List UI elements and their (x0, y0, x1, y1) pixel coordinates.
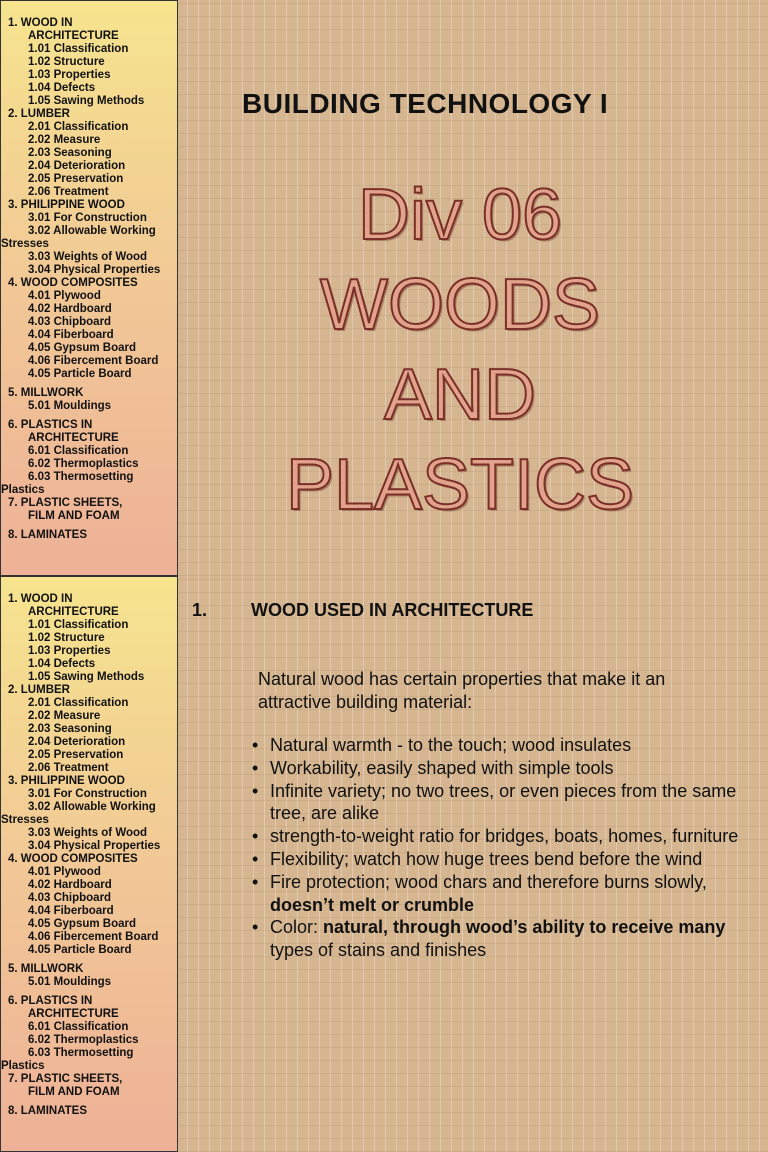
list-item (252, 848, 752, 871)
toc-item: 3.03 Weights of Wood (28, 827, 148, 839)
section-number: 1. (192, 600, 208, 620)
toc-item: 2.06 Treatment (28, 186, 109, 198)
toc-item: 2.03 Seasoning (28, 723, 112, 735)
section-heading: WOOD USED IN ARCHITECTURE (251, 600, 534, 620)
toc-item: 2.05 Preservation (28, 749, 124, 761)
toc-item: 4. WOOD COMPOSITES (8, 853, 138, 865)
toc-item: 3.01 For Construction (28, 788, 147, 800)
toc-item: 3.04 Physical Properties (28, 840, 161, 852)
list-item-text: Workability, easily shaped with simple tools (270, 757, 614, 778)
toc-item: 3.02 Allowable Working (28, 801, 156, 813)
toc-item: 3.04 Physical Properties (28, 264, 161, 276)
toc-item: 4.04 Fiberboard (28, 329, 114, 341)
toc-sidebar (0, 576, 178, 1152)
toc-item: 2.02 Measure (28, 710, 101, 722)
toc-item: 4. WOOD COMPOSITES (8, 277, 138, 289)
toc-item: 4.01 Plywood (28, 290, 101, 302)
toc-item: 2.01 Classification (28, 121, 129, 133)
toc-item: Stresses (1, 814, 49, 826)
toc-item: 4.02 Hardboard (28, 303, 112, 315)
list-item-text: Fire protection; wood chars and therefore burns slowly, (270, 871, 707, 892)
toc-item: 1.01 Classification (28, 619, 129, 631)
list-item-text: strength-to-weight ratio for bridges, boats, homes, furniture (270, 826, 739, 847)
toc-item: 4.06 Fibercement Board (28, 355, 159, 367)
toc-item: 2.03 Seasoning (28, 147, 112, 159)
toc-item: 1.02 Structure (28, 632, 105, 644)
toc-item: 4.03 Chipboard (28, 316, 112, 328)
division-title (230, 170, 690, 530)
toc-item: 4.01 Plywood (28, 866, 101, 878)
toc-item: 1.04 Defects (28, 658, 96, 670)
toc-item: 4.05 Particle Board (28, 368, 132, 380)
toc-item: 2. LUMBER (8, 684, 70, 696)
toc-item: 3.01 For Construction (28, 212, 147, 224)
list-item (252, 825, 752, 848)
toc-list (1, 593, 177, 1118)
toc-item: ARCHITECTURE (28, 1008, 119, 1020)
toc-item: 4.02 Hardboard (28, 879, 112, 891)
list-item-emphasis: natural, through wood’s ability to receive many (323, 917, 726, 938)
toc-item: 5. MILLWORK (8, 963, 84, 975)
toc-item: ARCHITECTURE (28, 606, 119, 618)
toc-sidebar (0, 0, 178, 576)
toc-item: 1.01 Classification (28, 43, 129, 55)
list-item-text: Infinite variety; no two trees, or even pieces from the same tree, are alike (270, 780, 737, 824)
toc-item: 7. PLASTIC SHEETS, (8, 1073, 123, 1085)
list-item-text: Natural warmth - to the touch; wood insulates (270, 735, 632, 755)
toc-item: 6. PLASTICS IN (8, 419, 93, 431)
intro-paragraph: Natural wood has certain properties that make it an attractive building material: (258, 669, 666, 712)
toc-item: 3.02 Allowable Working (28, 225, 156, 237)
toc-item: 6.02 Thermoplastics (28, 1034, 139, 1046)
toc-item: 4.04 Fiberboard (28, 905, 114, 917)
toc-item: 6.02 Thermoplastics (28, 458, 139, 470)
toc-item: ARCHITECTURE (28, 432, 119, 444)
toc-item: 8. LAMINATES (8, 1105, 88, 1117)
list-item (252, 780, 752, 826)
division-title-line: PLASTICS (285, 445, 635, 525)
toc-item: 1. WOOD IN (8, 593, 73, 605)
toc-item: Stresses (1, 238, 49, 250)
toc-item: 2.05 Preservation (28, 173, 124, 185)
toc-item: 1.02 Structure (28, 56, 105, 68)
toc-item: 6.01 Classification (28, 445, 129, 457)
toc-item: 1.05 Sawing Methods (28, 95, 145, 107)
toc-item: 2.01 Classification (28, 697, 129, 709)
course-title: BUILDING TECHNOLOGY I (242, 88, 609, 119)
toc-item: 1.05 Sawing Methods (28, 671, 145, 683)
toc-item: ARCHITECTURE (28, 30, 119, 42)
list-item (252, 734, 752, 757)
list-item-emphasis: doesn’t melt or crumble (270, 894, 475, 915)
toc-item: 2. LUMBER (8, 108, 70, 120)
toc-item: 2.02 Measure (28, 134, 101, 146)
toc-item: 4.03 Chipboard (28, 892, 112, 904)
toc-item: 2.06 Treatment (28, 762, 109, 774)
toc-item: 3. PHILIPPINE WOOD (8, 199, 125, 211)
toc-item: FILM AND FOAM (28, 510, 120, 522)
toc-item: 4.06 Fibercement Board (28, 931, 159, 943)
properties-list (252, 734, 752, 962)
list-item-text: types of stains and finishes (270, 940, 487, 961)
toc-item: 6.03 Thermosetting (28, 1047, 134, 1059)
toc-item: Plastics (1, 1060, 45, 1072)
list-item (252, 871, 752, 917)
list-item (252, 757, 752, 780)
list-item-text: Flexibility; watch how huge trees bend before the wind (270, 848, 703, 869)
toc-item: 5.01 Mouldings (28, 400, 112, 412)
toc-item: 6. PLASTICS IN (8, 995, 93, 1007)
division-title-line: AND (383, 355, 536, 435)
toc-item: 1. WOOD IN (8, 17, 73, 29)
toc-item: 7. PLASTIC SHEETS, (8, 497, 123, 509)
toc-item: 2.04 Deterioration (28, 736, 126, 748)
toc-item: 5.01 Mouldings (28, 976, 112, 988)
list-item-text: Color: (270, 917, 324, 938)
toc-item: Plastics (1, 484, 45, 496)
toc-item: 4.05 Gypsum Board (28, 918, 137, 930)
toc-item: 5. MILLWORK (8, 387, 84, 399)
toc-item: 4.05 Gypsum Board (28, 342, 137, 354)
toc-item: FILM AND FOAM (28, 1086, 120, 1098)
division-title-line: Div 06 (357, 175, 563, 255)
toc-item: 1.04 Defects (28, 82, 96, 94)
list-item (252, 916, 752, 962)
toc-item: 8. LAMINATES (8, 529, 88, 541)
toc-list (1, 17, 177, 542)
toc-item: 2.04 Deterioration (28, 160, 126, 172)
division-title-line: WOODS (320, 265, 600, 345)
toc-item: 1.03 Properties (28, 69, 111, 81)
toc-item: 6.03 Thermosetting (28, 471, 134, 483)
toc-item: 3. PHILIPPINE WOOD (8, 775, 125, 787)
toc-item: 3.03 Weights of Wood (28, 251, 148, 263)
toc-item: 6.01 Classification (28, 1021, 129, 1033)
toc-item: 1.03 Properties (28, 645, 111, 657)
toc-item: 4.05 Particle Board (28, 944, 132, 956)
